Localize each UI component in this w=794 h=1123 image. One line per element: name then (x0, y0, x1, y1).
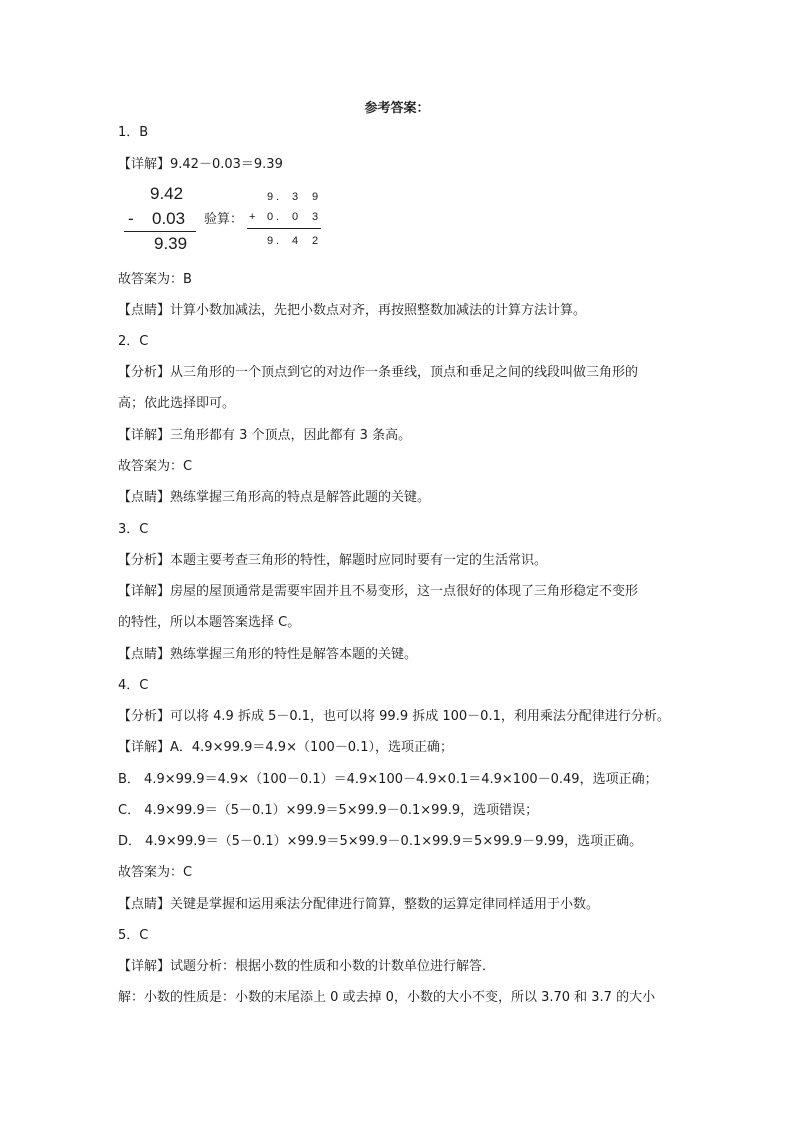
add-row3-digit: 4 (292, 235, 299, 247)
add-row2-point: . (276, 211, 280, 223)
add-row3-point: . (276, 235, 280, 247)
q2-analysis-line1: 【分析】从三角形的一个顶点到它的对边作一条垂线，顶点和垂足之间的线段叫做三角形的 (118, 365, 639, 380)
q2-answer: 故答案为：C (118, 459, 193, 474)
add-row3-digit: 9 (267, 235, 274, 247)
q3-tip: 【点睛】熟练掌握三角形的特性是解答本题的关键。 (118, 647, 418, 662)
q4-detail-a: 【详解】A．4.9×99.9＝4.9×（100－0.1），选项正确； (118, 740, 453, 755)
q3-analysis: 【分析】本题主要考查三角形的特性，解题时应同时要有一定的生活常识。 (118, 553, 548, 568)
q2-analysis-line2: 高；依此选择即可。 (118, 396, 236, 411)
page-title: 参考答案： (364, 101, 430, 116)
q5-number: 5．C (118, 928, 149, 943)
add-row1-digit: 9 (312, 191, 319, 203)
q1-number: 1．B (118, 125, 149, 140)
sub-result-line (124, 231, 196, 232)
add-result-line (247, 228, 321, 229)
sub-result-number: 9.39 (154, 234, 188, 253)
plus-sign: + (249, 211, 256, 223)
q4-detail-c: C． 4.9×99.9＝（5－0.1）×99.9＝5×99.9－0.1×99.9，选项错误； (118, 803, 539, 818)
q1-detail: 【详解】9.42－0.03＝9.39 (118, 157, 283, 172)
q2-detail: 【详解】三角形都有 3 个顶点，因此都有 3 条高。 (118, 428, 412, 443)
minus-sign: - (128, 209, 134, 228)
q1-tip: 【点睛】计算小数加减法，先把小数点对齐，再按照整数加减法的计算方法计算。 (118, 303, 587, 318)
q5-solution: 解：小数的性质是：小数的末尾添上 0 或去掉 0，小数的大小不变，所以 3.70 和 3.7 的大小 (118, 990, 656, 1005)
add-row2-digit: 0 (292, 211, 299, 223)
add-row1-digit: 3 (292, 191, 299, 203)
q4-detail-d: D． 4.9×99.9＝（5－0.1）×99.9＝5×99.9－0.1×99.9＝5×99.9－9.99，选项正确。 (118, 834, 643, 849)
q4-detail-b: B． 4.9×99.9＝4.9×（100－0.1）＝4.9×100－4.9×0.1＝4.9×100－0.49，选项正确； (118, 772, 658, 787)
add-row2-digit: 3 (312, 211, 319, 223)
add-row2-digit: 0 (267, 211, 274, 223)
q5-detail: 【详解】试题分析：根据小数的性质和小数的计数单位进行解答． (118, 959, 496, 974)
sub-second-number: 0.03 (152, 209, 186, 228)
add-row1-digit: 9 (267, 191, 274, 203)
q1-answer: 故答案为：B (118, 272, 192, 287)
add-row1-point: . (276, 191, 280, 203)
sub-top-number: 9.42 (150, 184, 184, 203)
q4-number: 4．C (118, 678, 149, 693)
q4-answer: 故答案为：C (118, 865, 193, 880)
q4-tip: 【点睛】关键是掌握和运用乘法分配律进行简算，整数的运算定律同样适用于小数。 (118, 897, 600, 912)
add-row3-digit: 2 (312, 235, 319, 247)
q3-detail-line2: 的特性，所以本题答案选择 C。 (118, 615, 301, 630)
q4-analysis: 【分析】可以将 4.9 拆成 5－0.1，也可以将 99.9 拆成 100－0.1，利用乘法分配律进行分析。 (118, 709, 670, 724)
q3-number: 3．C (118, 522, 149, 537)
q2-number: 2．C (118, 334, 149, 349)
q2-tip: 【点睛】熟练掌握三角形高的特点是解答此题的关键。 (118, 490, 431, 505)
q3-detail-line1: 【详解】房屋的屋顶通常是需要牢固并且不易变形，这一点很好的体现了三角形稳定不变形 (118, 584, 639, 599)
check-label: 验算： (204, 212, 244, 227)
